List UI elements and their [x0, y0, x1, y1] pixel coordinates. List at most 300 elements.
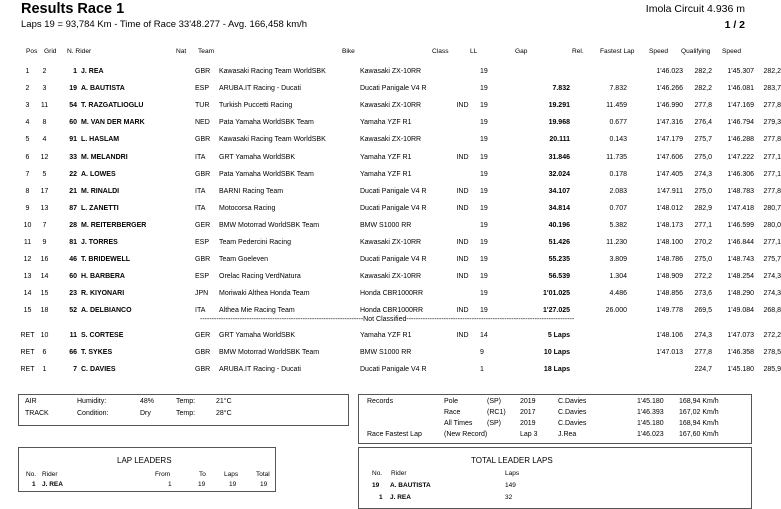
total-leader-h-laps: Laps	[505, 470, 520, 477]
cell-class	[445, 80, 480, 97]
cell-gap: 56.539	[548, 273, 570, 281]
cell-number: 28	[69, 221, 77, 229]
cell-grid: 17	[40, 187, 49, 195]
cell-laps: 19	[480, 102, 488, 110]
records-label: Records	[367, 398, 394, 405]
cell-team: Motocorsa Racing	[219, 204, 276, 212]
lap-leaders-title: LAP LEADERS	[117, 456, 172, 465]
lap-leaders-h-no: No.	[26, 471, 37, 478]
cell-nat: TUR	[195, 102, 210, 110]
cell-number: 23	[69, 290, 77, 298]
track-temp-value: 28°C	[216, 410, 232, 417]
col-speed-qualifying: Speed	[722, 48, 742, 55]
cell-pos: RET	[20, 332, 35, 340]
cell-rider: A. BAUTISTA	[81, 85, 125, 93]
cell-gap: 19.968	[548, 119, 570, 127]
cell-qualifying-speed: 283,7	[763, 85, 781, 93]
cell-rider: T. SYKES	[81, 349, 113, 357]
cell-rider: T. RAZGATLIOGLU	[81, 102, 144, 110]
cell-speed: 275,0	[694, 187, 712, 195]
cell-team: Kawasaki Racing Team WorldSBK	[219, 68, 326, 76]
cell-rel: 5.382	[609, 221, 627, 229]
cell-qualifying-speed: 278,5	[763, 349, 781, 357]
cell-class	[445, 344, 480, 361]
cell-pos: 8	[25, 187, 30, 195]
result-row	[18, 251, 781, 268]
cell-pos: 13	[23, 273, 32, 281]
cell-pos: 7	[25, 170, 30, 178]
cell-laps: 19	[480, 290, 488, 298]
cell-laps: 19	[480, 136, 488, 144]
cell-fastest-lap: 1'46.023	[656, 68, 683, 76]
total-leader-laps: 149	[505, 482, 516, 489]
cell-speed: 277,8	[694, 349, 712, 357]
cell-laps: 19	[480, 238, 488, 246]
cell-fastest-lap: 1'48.909	[656, 273, 683, 281]
cell-nat: GER	[195, 221, 211, 229]
cell-number: 54	[69, 102, 77, 110]
total-leader-laps-box	[358, 447, 752, 509]
cell-bike: Kawasaki ZX-10RR	[360, 68, 422, 76]
cell-qualifying-speed: 280,0	[763, 221, 781, 229]
record-rider: C.Davies	[558, 420, 587, 427]
cell-rel: 11.459	[606, 102, 627, 110]
cell-pos: RET	[20, 349, 35, 357]
cell-qualifying-speed: 274,3	[763, 290, 781, 298]
race-summary: Laps 19 = 93,784 Km - Time of Race 33'48.277 - Avg. 166,458 km/h	[21, 19, 308, 30]
cell-pos: 12	[23, 256, 32, 264]
circuit-info: Imola Circuit 4.936 m	[645, 3, 745, 15]
cell-pos: 15	[23, 307, 32, 315]
col-fastest-lap: Fastest Lap	[600, 48, 635, 55]
cell-gap: 34.814	[548, 204, 570, 212]
cell-bike: BMW S1000 RR	[360, 221, 412, 229]
cell-laps: 19	[480, 68, 488, 76]
cell-speed: 275,0	[694, 153, 712, 161]
cell-team: Althea Mie Racing Team	[219, 307, 295, 315]
cell-class: IND	[456, 307, 469, 315]
total-leader-no: 1	[379, 494, 383, 501]
track-temp-label: Temp:	[176, 410, 196, 417]
cell-grid: 9	[42, 238, 47, 246]
cell-speed: 275,7	[694, 136, 712, 144]
cell-rider: M. REITERBERGER	[81, 221, 147, 229]
cell-number: 22	[69, 170, 77, 178]
cell-bike: Ducati Panigale V4 R	[360, 85, 427, 93]
cell-number: 19	[69, 85, 77, 93]
cell-nat: ITA	[195, 307, 206, 315]
cell-speed: 282,2	[694, 85, 712, 93]
cell-qualifying-speed: 277,1	[763, 170, 781, 178]
cell-rider: A. DELBIANCO	[81, 307, 132, 315]
cell-qualifying: 1'48.254	[727, 273, 754, 281]
cell-class	[445, 166, 480, 183]
cell-laps: 1	[480, 366, 484, 374]
lap-leaders-h-total: Total	[256, 471, 270, 478]
total-leader-rider: A. BAUTISTA	[390, 482, 431, 489]
cell-laps: 19	[480, 187, 488, 195]
cell-nat: GBR	[195, 136, 211, 144]
cell-speed: 269,5	[694, 307, 712, 315]
cell-rel: 0.677	[609, 119, 627, 127]
cell-rider: T. BRIDEWELL	[81, 256, 130, 264]
cell-gap: 32.024	[548, 170, 570, 178]
air-temp-value: 21°C	[216, 398, 232, 405]
cell-nat: GBR	[195, 349, 211, 357]
result-row	[18, 200, 781, 217]
cell-bike: Yamaha YZF R1	[360, 332, 412, 340]
cell-qualifying: 1'46.599	[727, 221, 754, 229]
cell-fastest-lap: 1'48.786	[656, 256, 683, 264]
cell-fastest-lap: 1'48.106	[656, 332, 683, 340]
record-fastest-lap: Lap 3	[520, 431, 538, 438]
cell-bike: Kawasaki ZX-10RR	[360, 102, 422, 110]
cell-nat: GER	[195, 332, 211, 340]
cell-laps: 19	[480, 307, 488, 315]
cell-rider: L. HASLAM	[81, 136, 120, 144]
humidity-value: 48%	[140, 398, 155, 405]
not-classified-row	[18, 361, 781, 378]
cell-qualifying: 1'46.288	[727, 136, 754, 144]
col-qualifying: Qualifying	[681, 48, 711, 55]
cell-speed: 277,1	[694, 221, 712, 229]
cell-bike: Yamaha YZF R1	[360, 170, 412, 178]
cell-nat: ITA	[195, 204, 206, 212]
cell-rel: 26.000	[605, 307, 627, 315]
cell-qualifying-speed: 282,2	[763, 68, 781, 76]
cell-rel: 3.809	[609, 256, 627, 264]
cell-qualifying-speed: 272,2	[763, 332, 781, 340]
result-row	[18, 80, 781, 97]
cell-qualifying: 1'45.180	[727, 366, 754, 374]
lap-leaders-h-to: To	[199, 471, 206, 478]
cell-bike: Kawasaki ZX-10RR	[360, 136, 422, 144]
cell-nat: JPN	[195, 290, 209, 298]
record-fastest-time: 1'46.023	[637, 431, 664, 438]
cell-gap: 40.196	[548, 221, 570, 229]
col-class: Class	[432, 48, 449, 55]
cell-qualifying-speed: 285,9	[763, 366, 781, 374]
cell-bike: Kawasaki ZX-10RR	[360, 273, 422, 281]
record-year: 2017	[520, 409, 536, 416]
cell-nat: ESP	[195, 85, 210, 93]
cell-nat: GBR	[195, 256, 211, 264]
lap-leader-rider: J. REA	[42, 481, 63, 488]
cell-qualifying: 1'47.073	[727, 332, 754, 340]
cell-team: GRT Yamaha WorldSBK	[219, 332, 295, 340]
record-speed: 168,94 Km/h	[679, 420, 719, 427]
cell-fastest-lap: 1'48.173	[656, 221, 683, 229]
lap-leader-from: 1	[168, 481, 172, 488]
condition-value: Dry	[140, 410, 151, 417]
cell-rider: A. LOWES	[81, 170, 116, 178]
lap-leaders-h-laps: Laps	[224, 471, 239, 478]
cell-speed: 274,3	[694, 170, 712, 178]
result-row	[18, 183, 781, 200]
cell-number: 11	[69, 332, 77, 340]
cell-rider: J. TORRES	[81, 238, 118, 246]
cell-grid: 12	[40, 153, 49, 161]
cell-number: 33	[69, 153, 77, 161]
cell-qualifying-speed: 277,8	[763, 102, 781, 110]
cell-grid: 6	[42, 349, 47, 357]
cell-laps: 19	[480, 85, 488, 93]
cell-rel: 0.178	[609, 170, 627, 178]
lap-leaders-h-from: From	[155, 471, 171, 478]
not-classified-row	[18, 327, 781, 344]
cell-grid: 14	[40, 273, 49, 281]
cell-gap: 55.235	[548, 256, 570, 264]
cell-qualifying: 1'47.418	[727, 204, 754, 212]
cell-rel: 2.083	[609, 187, 627, 195]
cell-pos: 10	[23, 221, 32, 229]
humidity-label: Humidity:	[77, 398, 107, 405]
cell-rel: 11.230	[606, 238, 627, 246]
cell-qualifying: 1'48.743	[727, 256, 754, 264]
cell-bike: Ducati Panigale V4 R	[360, 256, 427, 264]
lap-leaders-box	[18, 447, 276, 492]
cell-nat: ESP	[195, 238, 210, 246]
cell-number: 87	[69, 204, 77, 212]
cell-team: Orelac Racing VerdNatura	[219, 273, 301, 281]
cell-fastest-lap: 1'47.911	[656, 187, 683, 195]
cell-fastest-lap: 1'47.606	[656, 153, 683, 161]
cell-speed: 274,3	[694, 332, 712, 340]
col-rider: N. Rider	[67, 48, 92, 55]
cell-rel: 11.735	[606, 153, 627, 161]
track-label: TRACK	[25, 410, 49, 417]
cell-number: 52	[69, 307, 77, 315]
cell-class: IND	[456, 273, 469, 281]
cell-number: 1	[73, 68, 77, 76]
page-number: 1 / 2	[724, 19, 745, 31]
col-grid: Grid	[44, 48, 57, 55]
cell-gap: 7.832	[552, 85, 570, 93]
lap-leader-to: 19	[198, 481, 206, 488]
cell-gap: 1'27.025	[543, 307, 570, 315]
cell-laps: 19	[480, 119, 488, 127]
cell-nat: ESP	[195, 273, 210, 281]
total-leader-no: 19	[372, 482, 380, 489]
results-table	[18, 63, 781, 319]
cell-grid: 3	[42, 85, 47, 93]
result-row	[18, 63, 781, 80]
cell-bike: Kawasaki ZX-10RR	[360, 238, 422, 246]
cell-team: Kawasaki Racing Team WorldSBK	[219, 136, 326, 144]
cell-class: IND	[456, 187, 469, 195]
cell-rel	[570, 361, 627, 378]
race-fastest-lap-label: Race Fastest Lap	[367, 431, 422, 438]
cell-nat: ITA	[195, 187, 206, 195]
not-classified-row	[18, 344, 781, 361]
cell-bike: Ducati Panigale V4 R	[360, 187, 427, 195]
record-fastest-rider: J.Rea	[558, 431, 577, 438]
condition-label: Condition:	[77, 410, 109, 417]
cell-fastest-lap: 1'47.013	[656, 349, 683, 357]
cell-rel: 0.143	[609, 136, 627, 144]
cell-grid: 7	[42, 221, 47, 229]
cell-rider: J. REA	[81, 68, 104, 76]
cell-qualifying-speed: 268,8	[763, 307, 781, 315]
total-leader-laps: 32	[505, 494, 513, 501]
cell-nat: GBR	[195, 68, 211, 76]
cell-class	[445, 285, 480, 302]
record-year: 2019	[520, 420, 536, 427]
total-leader-h-no: No.	[372, 470, 383, 477]
total-leader-h-rider: Rider	[391, 470, 407, 477]
cell-grid: 8	[42, 119, 47, 127]
cell-fastest-lap: 1'48.856	[656, 290, 683, 298]
record-speed: 168,94 Km/h	[679, 398, 719, 405]
cell-laps: 14	[480, 332, 488, 340]
cell-qualifying: 1'46.306	[727, 170, 754, 178]
col-pos: Pos	[26, 48, 38, 55]
cell-rider: M. RINALDI	[81, 187, 120, 195]
cell-team: BARNI Racing Team	[219, 187, 284, 195]
cell-rider: M. VAN DER MARK	[81, 119, 145, 127]
cell-rel: 4.486	[609, 290, 627, 298]
total-leader-laps-title: TOTAL LEADER LAPS	[471, 456, 553, 465]
cell-speed: 282,2	[694, 68, 712, 76]
cell-bike: BMW S1000 RR	[360, 349, 412, 357]
result-row	[18, 234, 781, 251]
lap-leader-total: 19	[260, 481, 268, 488]
cell-team: ARUBA.IT Racing - Ducati	[219, 366, 301, 374]
cell-qualifying: 1'47.222	[727, 153, 754, 161]
cell-gap	[497, 63, 570, 80]
cell-class: IND	[456, 102, 469, 110]
cell-grid: 10	[40, 332, 49, 340]
cell-fastest-lap: 1'46.990	[656, 102, 683, 110]
cell-pos: RET	[20, 366, 35, 374]
cell-grid: 18	[40, 307, 49, 315]
cell-pos: 6	[25, 153, 30, 161]
cell-class	[445, 217, 480, 234]
cell-grid: 2	[42, 68, 47, 76]
cell-rider: H. BARBERA	[81, 273, 125, 281]
cell-nat: GBR	[195, 366, 211, 374]
cell-gap: 51.426	[548, 238, 570, 246]
cell-rel: 7.832	[609, 85, 627, 93]
cell-rider: L. ZANETTI	[81, 204, 119, 212]
cell-pos: 1	[25, 68, 30, 76]
cell-bike: Honda CBR1000RR	[360, 290, 424, 298]
cell-bike: Yamaha YZF R1	[360, 119, 412, 127]
result-row	[18, 148, 781, 165]
record-time: 1'45.180	[637, 420, 664, 427]
cell-fastest-lap: 1'49.778	[656, 307, 683, 315]
weather-box	[18, 394, 349, 426]
col-nat: Nat	[176, 48, 187, 55]
cell-qualifying-speed: 280,7	[763, 204, 781, 212]
cell-laps: 19	[480, 273, 488, 281]
cell-team: Moriwaki Althea Honda Team	[219, 290, 310, 298]
record-time: 1'46.393	[637, 409, 664, 416]
cell-pos: 11	[23, 238, 32, 246]
cell-team: Team Goeleven	[219, 256, 269, 264]
cell-nat: GBR	[195, 170, 211, 178]
cell-gap: 20.111	[549, 136, 570, 144]
cell-laps: 9	[480, 349, 484, 357]
cell-bike: Yamaha YZF R1	[360, 153, 412, 161]
cell-qualifying: 1'48.290	[727, 290, 754, 298]
cell-qualifying: 1'49.084	[727, 307, 754, 315]
cell-team: ARUBA.IT Racing - Ducati	[219, 85, 301, 93]
not-classified-table	[18, 327, 781, 378]
total-leader-rider: J. REA	[390, 494, 411, 501]
cell-number: 60	[69, 273, 77, 281]
cell-nat: ITA	[195, 153, 206, 161]
cell-rel: 1.304	[609, 273, 627, 281]
cell-speed: 282,9	[694, 204, 712, 212]
cell-qualifying: 1'46.358	[727, 349, 754, 357]
cell-laps: 19	[480, 221, 488, 229]
col-bike: Bike	[342, 48, 355, 55]
cell-number: 46	[69, 256, 77, 264]
record-category: (RC1)	[487, 409, 506, 416]
record-rider: C.Davies	[558, 398, 587, 405]
cell-nat: NED	[195, 119, 210, 127]
cell-rider: R. KIYONARI	[81, 290, 125, 298]
records-box	[358, 394, 752, 444]
record-category: (SP)	[487, 398, 501, 405]
record-category: (SP)	[487, 420, 501, 427]
cell-pos: 2	[25, 85, 30, 93]
cell-speed: 276,4	[694, 119, 712, 127]
cell-gap: 31.846	[548, 153, 570, 161]
cell-qualifying-speed: 279,3	[763, 119, 781, 127]
lap-leader-laps: 19	[229, 481, 237, 488]
cell-laps: 19	[480, 256, 488, 264]
cell-rider: S. CORTESE	[81, 332, 124, 340]
cell-rel	[570, 344, 627, 361]
cell-qualifying-speed: 277,8	[763, 136, 781, 144]
cell-class	[445, 131, 480, 148]
cell-pos: 3	[25, 102, 30, 110]
cell-team: Team Pedercini Racing	[219, 238, 291, 246]
cell-number: 66	[69, 349, 77, 357]
cell-bike: Ducati Panigale V4 R	[360, 204, 427, 212]
col-ll: LL	[470, 48, 478, 55]
cell-bike: Honda CBR1000RR	[360, 307, 424, 315]
record-time: 1'45.180	[637, 398, 664, 405]
cell-gap: 5 Laps	[547, 332, 570, 340]
cell-class: IND	[456, 238, 469, 246]
cell-grid: 11	[40, 102, 49, 110]
cell-grid: 4	[42, 136, 47, 144]
record-year: 2019	[520, 398, 536, 405]
cell-grid: 1	[42, 366, 47, 374]
cell-laps: 19	[480, 204, 488, 212]
cell-rider: M. MELANDRI	[81, 153, 128, 161]
cell-grid: 13	[40, 204, 49, 212]
cell-fastest-lap: 1'47.179	[656, 136, 683, 144]
cell-qualifying: 1'46.794	[727, 119, 754, 127]
record-speed: 167,02 Km/h	[679, 409, 719, 416]
cell-speed: 224,7	[694, 366, 712, 374]
record-rider: C.Davies	[558, 409, 587, 416]
result-row	[18, 97, 781, 114]
page-title: Results Race 1	[21, 1, 125, 17]
cell-speed: 277,8	[694, 102, 712, 110]
cell-grid: 5	[42, 170, 47, 178]
record-type: Pole	[444, 398, 459, 405]
cell-rel	[570, 327, 627, 344]
cell-speed: 275,0	[694, 256, 712, 264]
cell-pos: 9	[25, 204, 30, 212]
cell-class: IND	[456, 332, 469, 340]
result-row	[18, 114, 781, 131]
